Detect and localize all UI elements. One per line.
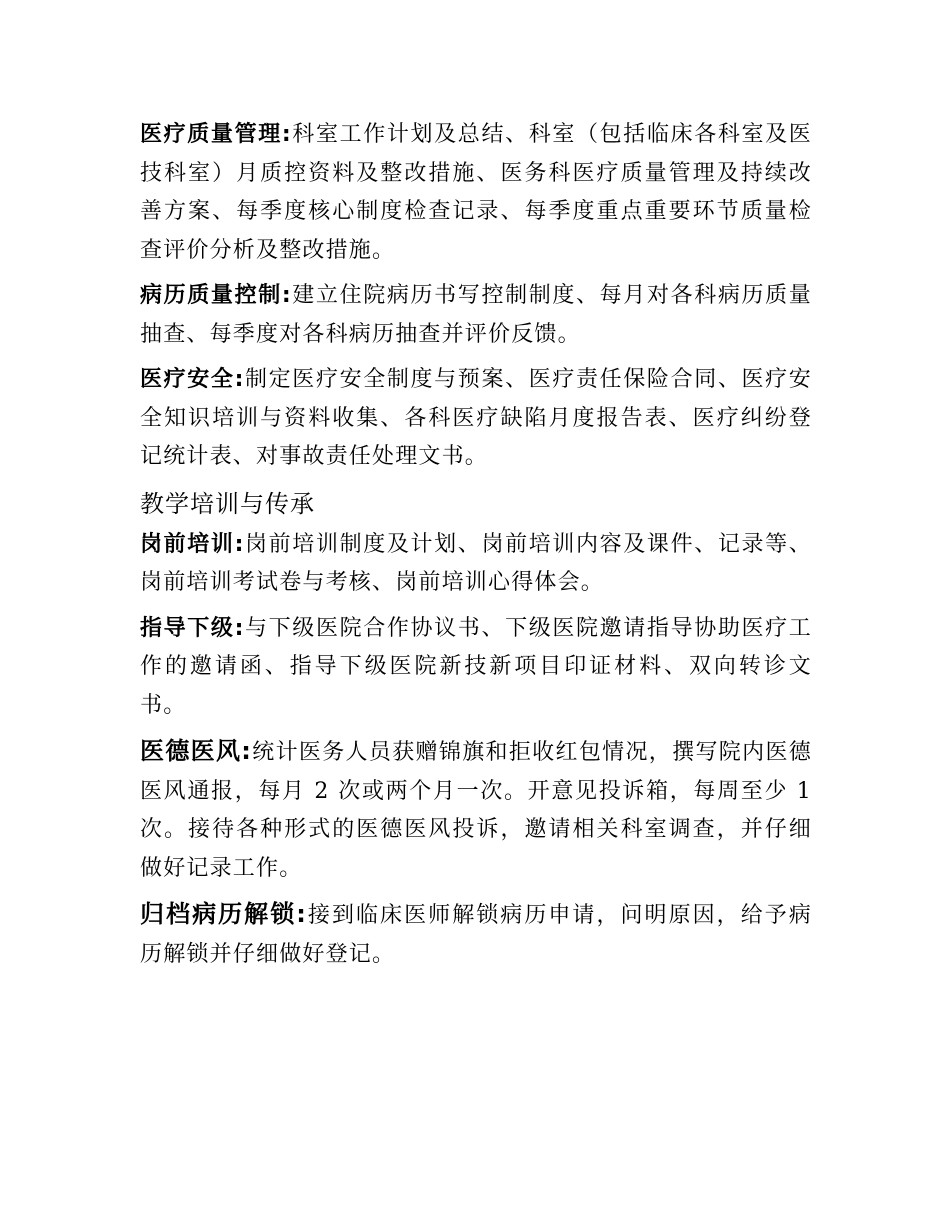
paragraph-medical-safety (140, 361, 812, 477)
text-archive-unlock: 接到临床医师解锁病历申请，问明原因，给予病历解锁并仔细做好登记。 (140, 903, 813, 967)
document-page (140, 116, 812, 981)
term-pre-job-training: 岗前培训: (140, 531, 245, 557)
section-heading-teaching: 教学培训与传承 (140, 489, 315, 518)
paragraph-archive-unlock (140, 895, 812, 974)
text-pre-job-training: 岗前培训制度及计划、岗前培训内容及课件、记录等、岗前培训考试卷与考核、岗前培训心得体会。 (140, 531, 812, 595)
text-record-quality-control: 建立住院病历书写控制制度、每月对各科病历质量抽查、每季度对各科病历抽查并评价反馈。 (140, 283, 812, 347)
text-guide-lower-hospitals: 与下级医院合作协议书、下级医院邀请指导协助医疗工作的邀请函、指导下级医院新技新项目印证材料、双向转诊文书。 (140, 615, 812, 718)
paragraph-quality-management (140, 116, 812, 270)
paragraph-record-quality-control (140, 277, 812, 354)
paragraph-medical-ethics (140, 732, 812, 888)
term-record-quality-control: 病历质量控制: (140, 283, 292, 308)
term-medical-ethics: 医德医风: (140, 737, 253, 765)
term-quality-management: 医疗质量管理: (140, 122, 292, 147)
paragraph-pre-job-training (140, 526, 812, 603)
text-quality-management: 科室工作计划及总结、科室（包括临床各科室及医技科室）月质控资料及整改措施、医务科医疗质量管理及持续改善方案、每季度核心制度检查记录、每季度重点重要环节质量检查评价分析及整改措施。 (140, 122, 812, 263)
paragraph-guide-lower-hospitals (140, 610, 812, 726)
term-guide-lower-hospitals: 指导下级: (140, 615, 245, 641)
text-medical-ethics: 统计医务人员获赠锦旗和拒收红包情况，撰写院内医德医风通报，每月 2 次或两个月一次。开意见投诉箱，每周至少 1 次。接待各种形式的医德医风投诉，邀请相关科室调查，并仔细做好记录工作。 (140, 740, 812, 881)
term-medical-safety: 医疗安全: (140, 367, 245, 392)
text-medical-safety: 制定医疗安全制度与预案、医疗责任保险合同、医疗安全知识培训与资料收集、各科医疗缺陷月度报告表、医疗纠纷登记统计表、对事故责任处理文书。 (140, 367, 812, 469)
term-archive-unlock: 归档病历解锁: (140, 900, 308, 928)
